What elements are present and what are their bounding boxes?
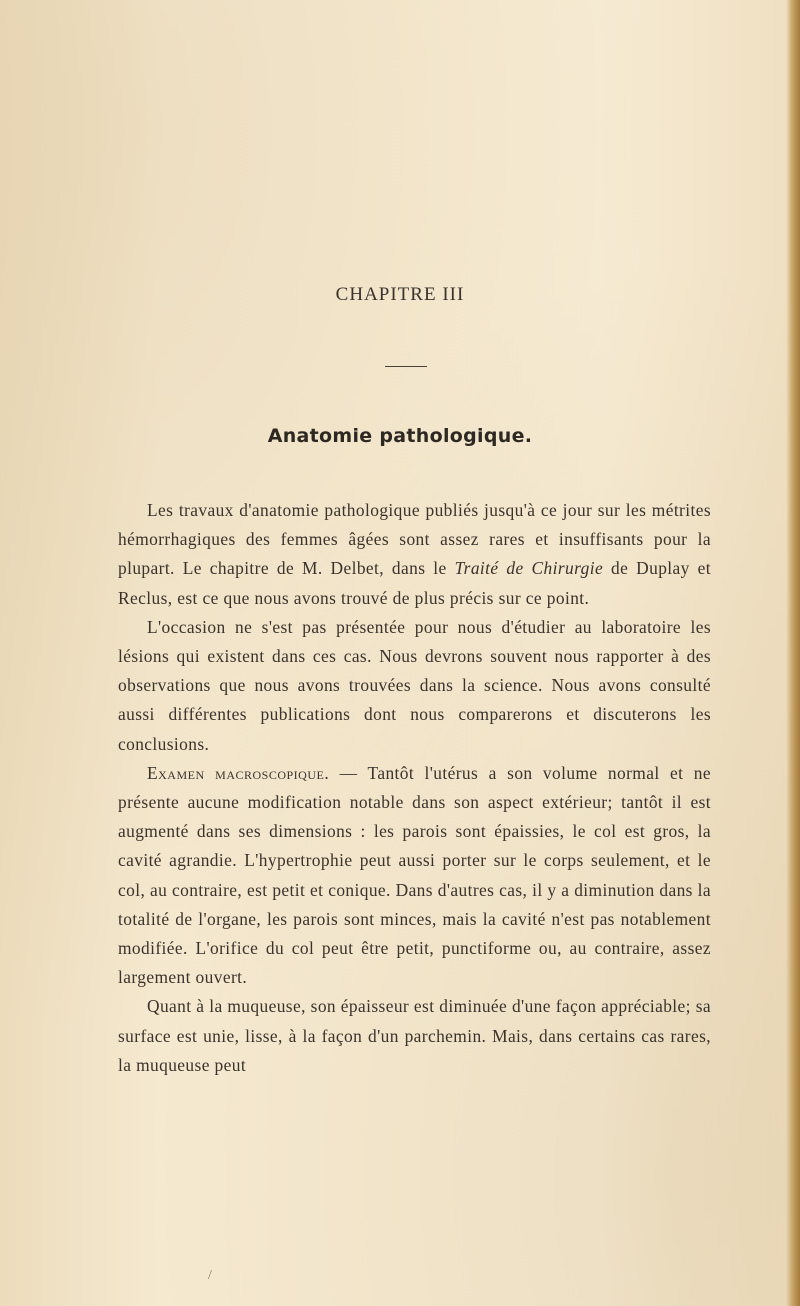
section-title: Anatomie pathologique. — [267, 425, 533, 447]
paragraph-4: Quant à la muqueuse, son épaisseur est diminuée d'une façon appréciable; sa surface est unie, lisse, à la façon d'un parchemin. Mais, dans certains cas rares, la muqueuse peut — [118, 996, 711, 1075]
subsection-lead: Examen macroscopique. — [147, 762, 330, 783]
paragraph-1-text-a: Les travaux d'anatomie pathologique publiés jusqu'à ce jour sur les métrites hémorrhagiques des femmes âgées sont assez rares et insuffisants pour la plupart. Le chapitre de M. Delbet, dans le — [118, 500, 711, 579]
page-edge-shadow — [786, 0, 800, 1306]
book-title-reference: Traité de Chirurgie — [454, 558, 604, 579]
body-text — [118, 496, 711, 1080]
paragraph-1 — [118, 496, 711, 613]
paragraph-2: L'occasion ne s'est pas présentée pour nous d'étudier au laboratoire les lésions qui existent dans ces cas. Nous devrons souvent nous rapporter à des observations que nous avons trouvées dans la science. Nous avons consulté aussi différentes publications dont nous comparerons et discuterons les conclusions. — [118, 616, 711, 754]
paragraph-3 — [118, 759, 711, 993]
paragraph-1-text-b: de Duplay et Reclus, est ce que nous avons trouvé de plus précis sur ce point. — [118, 558, 711, 608]
paper-speck: / — [208, 1268, 212, 1283]
title-divider — [385, 366, 427, 367]
paragraph-3-text: — Tantôt l'utérus a son volume normal et ne présente aucune modification notable dans son aspect extérieur; tantôt il est augmenté dans ses dimensions : les parois sont épaissies, le col est gros, la cavité agrandie. L'hypertrophie peut aussi porter sur le corps seulement, et le col, au contraire, est petit et conique. Dans d'autres cas, il y a diminution dans la totalité de l'organe, les parois sont minces, mais la cavité n'est pas notablement modifiée. L'orifice du col peut être petit, punctiforme ou, au contraire, assez largement ouvert. — [118, 762, 711, 988]
chapter-heading: CHAPITRE III — [335, 284, 465, 305]
